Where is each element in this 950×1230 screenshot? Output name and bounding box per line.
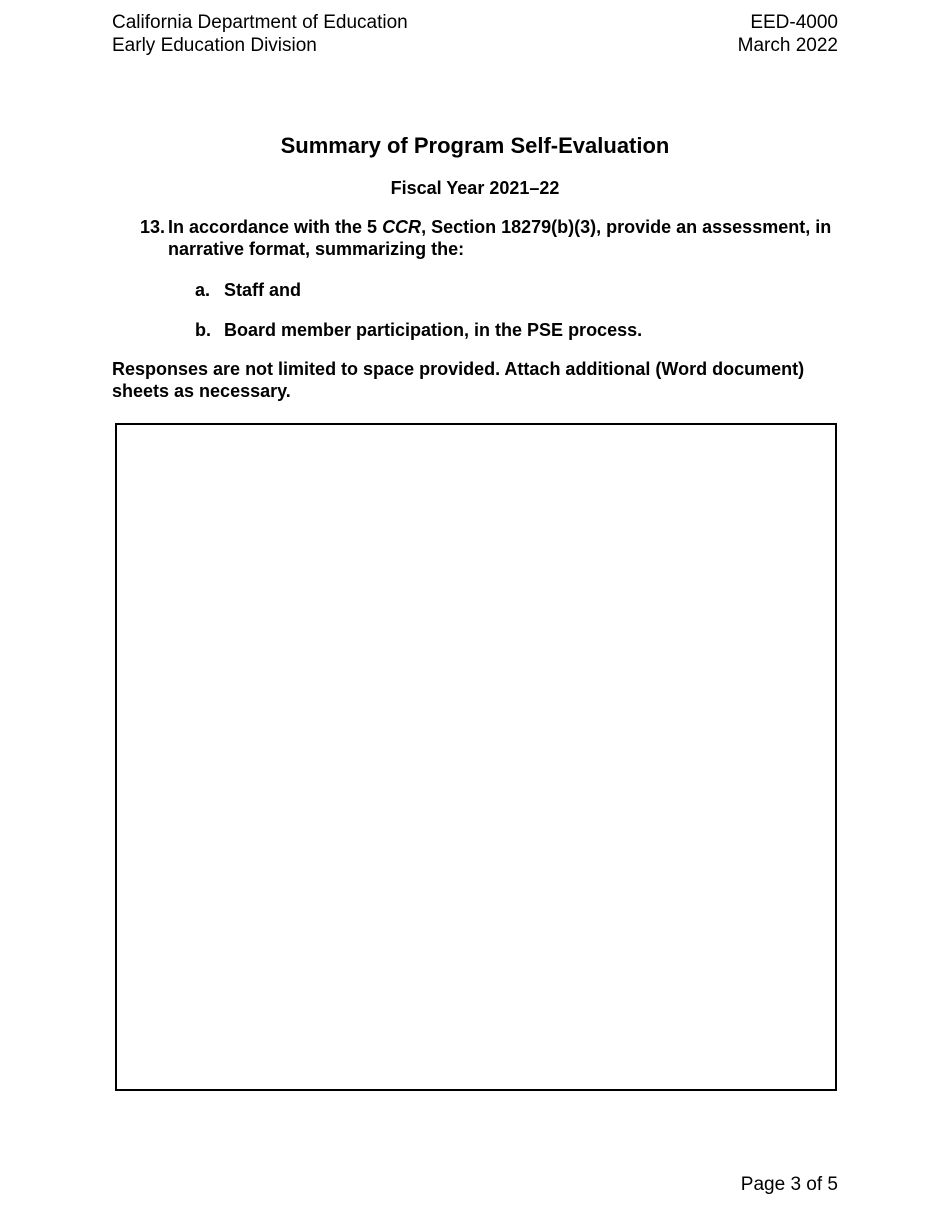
question-number: 13. — [140, 217, 166, 237]
question-text-italic: CCR — [382, 217, 422, 237]
header-left — [112, 11, 408, 57]
fiscal-year-subtitle: Fiscal Year 2021–22 — [390, 178, 560, 198]
department-name: California Department of Education — [112, 12, 408, 33]
instructions-note: Responses are not limited to space provided. Attach additional (Word document) sheets as necessary. — [112, 359, 805, 401]
response-text-area[interactable] — [115, 423, 837, 1091]
header-right — [738, 11, 838, 57]
item-letter: a. — [195, 280, 211, 300]
question-text-after: , Section 18279(b)(3), provide an assessment, in narrative format, summarizing the: — [168, 217, 832, 259]
question-text-before: In accordance with the 5 — [168, 217, 383, 237]
item-text: Staff and — [224, 280, 302, 300]
question-item-b — [195, 319, 642, 341]
item-letter: b. — [195, 320, 211, 340]
question-13 — [140, 216, 840, 260]
page-title: Summary of Program Self-Evaluation — [280, 133, 670, 158]
form-id: EED-4000 — [750, 12, 838, 33]
question-item-a — [195, 279, 301, 301]
question-text — [168, 216, 840, 260]
item-text: Board member participation, in the PSE process. — [224, 320, 643, 340]
page-number: Page 3 of 5 — [740, 1174, 838, 1195]
form-date: March 2022 — [737, 35, 838, 56]
division-name: Early Education Division — [112, 35, 317, 56]
